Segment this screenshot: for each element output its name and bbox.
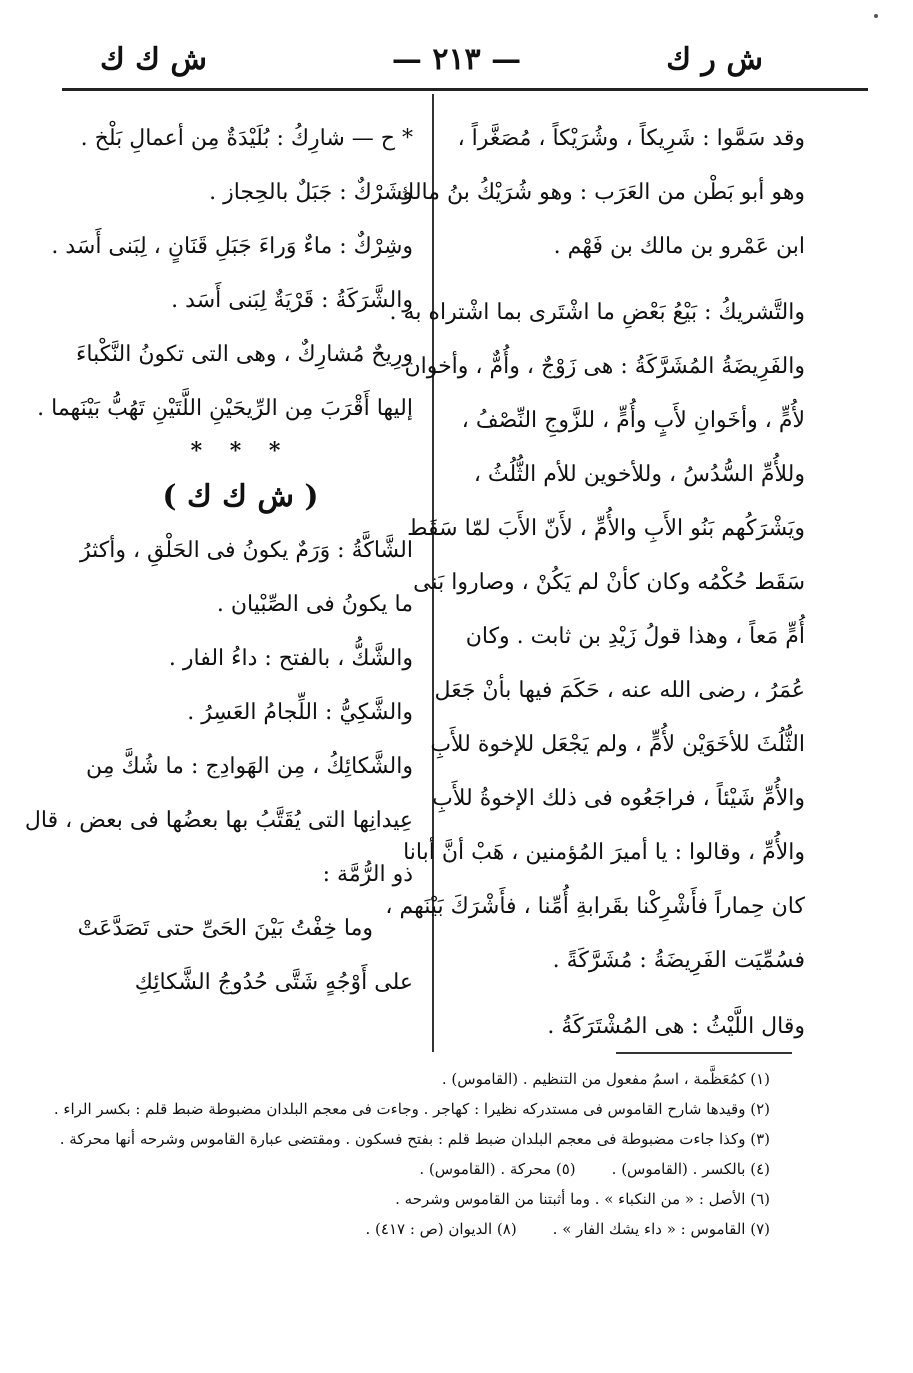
left-column: [24, 112, 413, 1010]
text-line: فسُمِّيَت الفَرِيضَةُ : مُشَرَّكَةً .: [552, 948, 805, 973]
text-line: وقال اللَّيْثُ : هى المُشْتَرَكَةُ .: [547, 1014, 805, 1039]
footnote-row: [70, 1214, 770, 1244]
text-line: والأُمِّ ، وقالوا : يا أميرَ المُؤمنين ، هَبْ أنَّ أبانا: [403, 840, 805, 865]
text-line: وهو أبو بَطْن من العَرَب : وهو شُرَيْكُ بنُ مالك: [396, 180, 805, 205]
text-line: ورِيحٌ مُشارِكٌ ، وهى التى تكونُ النَّكْباءَ: [76, 342, 413, 367]
section-title: ( ش ك ك ): [162, 479, 319, 514]
header-root-left: ش ك ك: [100, 42, 207, 77]
text-line: الثُّلُثَ للأخَوَيْن لأُمٍّ ، ولم يَجْعَل للإخوة للأَبِ: [430, 732, 805, 757]
text-line: عُمَرُ ، رضى الله عنه ، حَكَمَ فيها بأنْ جَعَل: [434, 678, 805, 703]
footnote-row: [70, 1154, 770, 1184]
text-line: والأُمِّ شَيْئاً ، فراجَعُوه فى ذلك الإخوةُ للأَبِ: [432, 786, 805, 811]
footnote: (٣) وكذا جاءت مضبوطة فى معجم البلدان ضبط قلم : بفتح فسكون . ومقتضى عبارة القاموس وشرحه أنها محركة .: [59, 1130, 770, 1148]
text-line: والشَّكِيُّ : اللِّجامُ العَسِرُ .: [187, 700, 413, 725]
footnote: (٧) القاموس : « داء يشك الفار » .: [552, 1220, 770, 1238]
text-line: إليها أَقْرَبَ مِن الرِّيحَيْنِ اللَّتَيْنِ تَهُبُّ بَيْنَهما .: [37, 396, 413, 421]
text-line: سَقَط حُكْمُه وكان كأنْ لم يَكُنْ ، وصاروا بَنى: [413, 570, 805, 595]
header-rule: [62, 88, 868, 91]
text-line: ما يكونُ فى الصِّبْيان .: [216, 592, 413, 617]
text-line: الشَّاكَّةُ : وَرَمٌ يكونُ فى الحَلْقِ ، وأكثرُ: [79, 538, 413, 563]
section-separator-stars: * * *: [190, 438, 291, 464]
text-line: لأُمٍّ ، وأخَوانِ لأَبٍ وأُمٍّ ، للزَّوجِ النِّصْفُ ،: [461, 408, 805, 433]
text-line: عِيدانِها التى يُقَتَّبُ بها بعضُها فى بعض ، قال: [24, 808, 413, 833]
verse-line: على أَوْجُهٍ شَتَّى حُدُوجُ الشَّكائِكِ: [134, 970, 413, 995]
header-root-right: ش ر ك: [666, 42, 763, 77]
footnotes: [53, 1064, 770, 1244]
verse-line: وما خِفْتُ بَيْنَ الحَىِّ حتى تَصَدَّعَتْ: [77, 916, 373, 941]
text-line: * ح — شارِكُ : بُلَيْدَةٌ مِن أعمالِ بَلْخ .: [80, 126, 413, 151]
text-line: ابن عَمْرو بن مالك بن فَهْم .: [553, 234, 805, 259]
page-number: — ٢١٣ —: [391, 42, 522, 77]
footnote-rule: [616, 1052, 792, 1054]
text-line: والشَّكائِكُ ، مِن الهَوادِج : ما شُكَّ مِن: [85, 754, 413, 779]
text-line: وشَرْكٌ : جَبَلٌ بالحِجاز .: [209, 180, 413, 205]
text-line: ذو الرُّمَّة :: [322, 862, 413, 887]
text-line: وللأُمِّ السُّدُسُ ، وللأخوين للأم الثُّلُثُ ،: [473, 462, 805, 487]
right-column: [385, 112, 805, 1054]
text-line: والشَّكُّ ، بالفتح : داءُ الفار .: [168, 646, 413, 671]
text-line: كان حِماراً فأَشْرِكْنا بقَرابةِ أُمِّنا ، فأَشْرَكَ بَيْنَهم ،: [385, 894, 805, 919]
text-line: والتَّشريكُ : بَيْعُ بَعْضِ ما اشْتَرى بما اشْتراه به .: [389, 300, 805, 325]
text-line: وقد سَمَّوا : شَرِيكاً ، وشُرَيْكاً ، مُصَغَّراً ،: [457, 126, 805, 151]
footnote: (٤) بالكسر . (القاموس) .: [611, 1160, 770, 1178]
text-line: والشَّرَكَةُ : قَرْيَةٌ لِبَنى أَسَد .: [171, 288, 413, 313]
footnote: (٢) وقيدها شارح القاموس فى مستدركه نظيرا : كهاجر . وجاءت فى معجم البلدان مضبوطة ضبط قلم : بكسر الراء .: [53, 1100, 770, 1118]
text-line: أُمٍّ مَعاً ، وهذا قولُ زَيْدِ بن ثابت . وكان: [465, 624, 805, 649]
footnote: (٦) الأصل : « من النكباء » . وما أثبتنا من القاموس وشرحه .: [395, 1190, 770, 1208]
footnote: (١) كمُعَظَّمة ، اسمُ مفعول من التنظيم . (القاموس) .: [441, 1070, 770, 1088]
text-line: وشِرْكٌ : ماءٌ وَراءَ جَبَلِ قَنَانٍ ، لِبَنى أَسَد .: [51, 234, 413, 259]
text-line: ويَشْرَكُهم بَنُو الأَبِ والأُمِّ ، لأَنّ الأَبَ لمّا سَقَط: [407, 516, 805, 541]
print-speck: [874, 14, 878, 18]
footnote: (٥) محركة . (القاموس) .: [419, 1160, 576, 1178]
text-line: والفَرِيضَةُ المُشَرَّكَةُ : هى زَوْجٌ ، وأُمٌّ ، وأخوان: [404, 354, 805, 379]
footnote: (٨) الديوان (ص : ٤١٧) .: [365, 1220, 517, 1238]
